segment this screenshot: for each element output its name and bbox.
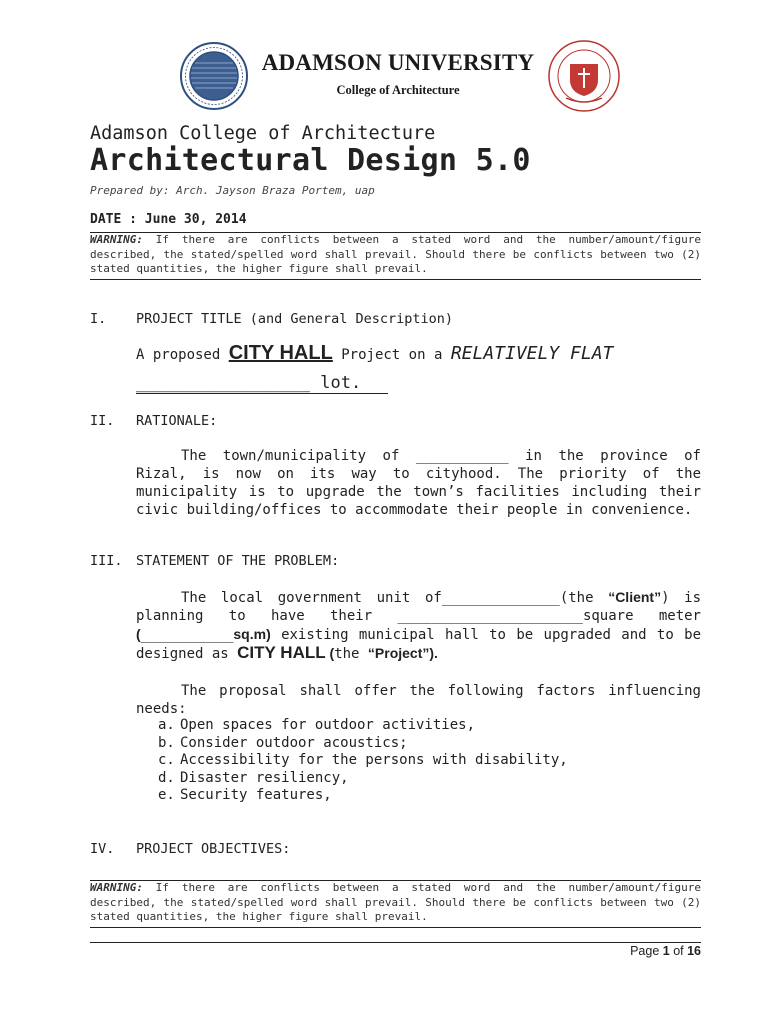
factor-item <box>158 735 568 753</box>
problem-blank: ______________ <box>441 590 560 606</box>
proposal-prefix: A proposed <box>136 347 229 363</box>
rationale-paragraph: The town/municipality of ___________ in the province of Rizal, is now on its way to cityhood. The priority of the municipality is to upgrade the town’s facilities including their civic building/offices to accommodate their people in convenience. <box>136 448 701 518</box>
warning-label: WARNING: <box>90 881 143 894</box>
proposal-middle: Project on a <box>332 347 451 363</box>
factor-item <box>158 717 568 735</box>
factor-text: Disaster resiliency, <box>180 769 349 786</box>
project-term: “Project”). <box>367 645 438 661</box>
problem-text: existing municipal hall to be upgraded and to be designed as <box>136 627 701 662</box>
page-prefix: Page <box>630 944 663 958</box>
problem-blank: ______________________ <box>397 608 583 624</box>
section-title: PROJECT OBJECTIVES: <box>136 841 291 857</box>
problem-text: square meter <box>582 608 701 624</box>
problem-text: (the <box>559 590 609 606</box>
section-title: RATIONALE: <box>136 413 218 429</box>
document-title: Architectural Design 5.0 <box>90 143 531 178</box>
warning-box-bottom <box>90 880 701 928</box>
page-number <box>560 944 701 958</box>
problem-text: the <box>334 646 368 662</box>
factor-label: d. <box>158 769 175 786</box>
factors-list <box>158 717 568 805</box>
cityhall-term: CITY HALL <box>237 643 326 662</box>
factor-item <box>158 752 568 770</box>
factor-label: b. <box>158 734 175 751</box>
university-name: ADAMSON UNIVERSITY <box>261 50 535 75</box>
proposal-building: CITY HALL <box>228 342 333 364</box>
lot-blank-line <box>136 373 388 394</box>
factor-text: Security features, <box>180 787 332 803</box>
problem-blank: ___________ <box>140 627 234 643</box>
page-total: 16 <box>687 944 701 958</box>
problem-text: ( <box>136 626 141 642</box>
factor-label: c. <box>158 752 175 768</box>
architecture-seal-logo <box>548 40 620 112</box>
section-number: I. <box>90 311 107 327</box>
proposal-terrain: RELATIVELY FLAT <box>450 343 614 364</box>
factors-intro: The proposal shall offer the following factors influencing needs: <box>136 683 701 717</box>
prepared-by: Prepared by: Arch. Jayson Braza Portem, uap <box>90 184 375 197</box>
page-of: of <box>669 944 688 958</box>
college-name: College of Architecture <box>336 83 460 97</box>
document-date: DATE : June 30, 2014 <box>90 212 247 227</box>
course-line: Adamson College of Architecture <box>90 123 436 144</box>
factor-item <box>158 787 568 805</box>
section-number: II. <box>90 413 115 429</box>
factor-label: a. <box>158 717 175 733</box>
factor-label: e. <box>158 787 175 803</box>
lot-suffix: lot. <box>310 373 362 393</box>
warning-text: If there are conflicts between a stated word and the number/amount/figure described, the stated/spelled word shall prevail. Should there be conflicts between two (2) stated quantities, the higher figure shall prevail. <box>90 233 701 275</box>
problem-text: ( <box>325 645 335 661</box>
factor-text: Open spaces for outdoor activities, <box>180 717 476 733</box>
factor-text: Accessibility for the persons with disability, <box>180 752 568 768</box>
problem-text: ) is planning to have their <box>136 590 701 624</box>
footer-divider <box>90 942 701 943</box>
warning-label: WARNING: <box>90 233 143 246</box>
factor-text: Consider outdoor acoustics; <box>180 734 408 751</box>
section-title: STATEMENT OF THE PROBLEM: <box>136 553 340 569</box>
warning-box-top <box>90 232 701 280</box>
problem-paragraph <box>136 588 701 663</box>
project-title-line <box>136 342 702 365</box>
lot-blank: _________________ <box>136 373 310 393</box>
problem-text: The local government unit of <box>181 590 442 606</box>
sqm-term: sq.m) <box>233 626 271 642</box>
adamson-seal-logo <box>180 42 248 110</box>
page-current: 1 <box>662 944 670 958</box>
client-term: “Client” <box>608 589 662 605</box>
section-number: IV. <box>90 841 115 857</box>
section-number: III. <box>90 553 123 569</box>
factor-item <box>158 770 568 788</box>
warning-text: If there are conflicts between a stated word and the number/amount/figure described, the stated/spelled word shall prevail. Should there be conflicts between two (2) stated quantities, the higher figure shall prevail. <box>90 881 701 923</box>
section-title: PROJECT TITLE (and General Description) <box>136 311 453 327</box>
